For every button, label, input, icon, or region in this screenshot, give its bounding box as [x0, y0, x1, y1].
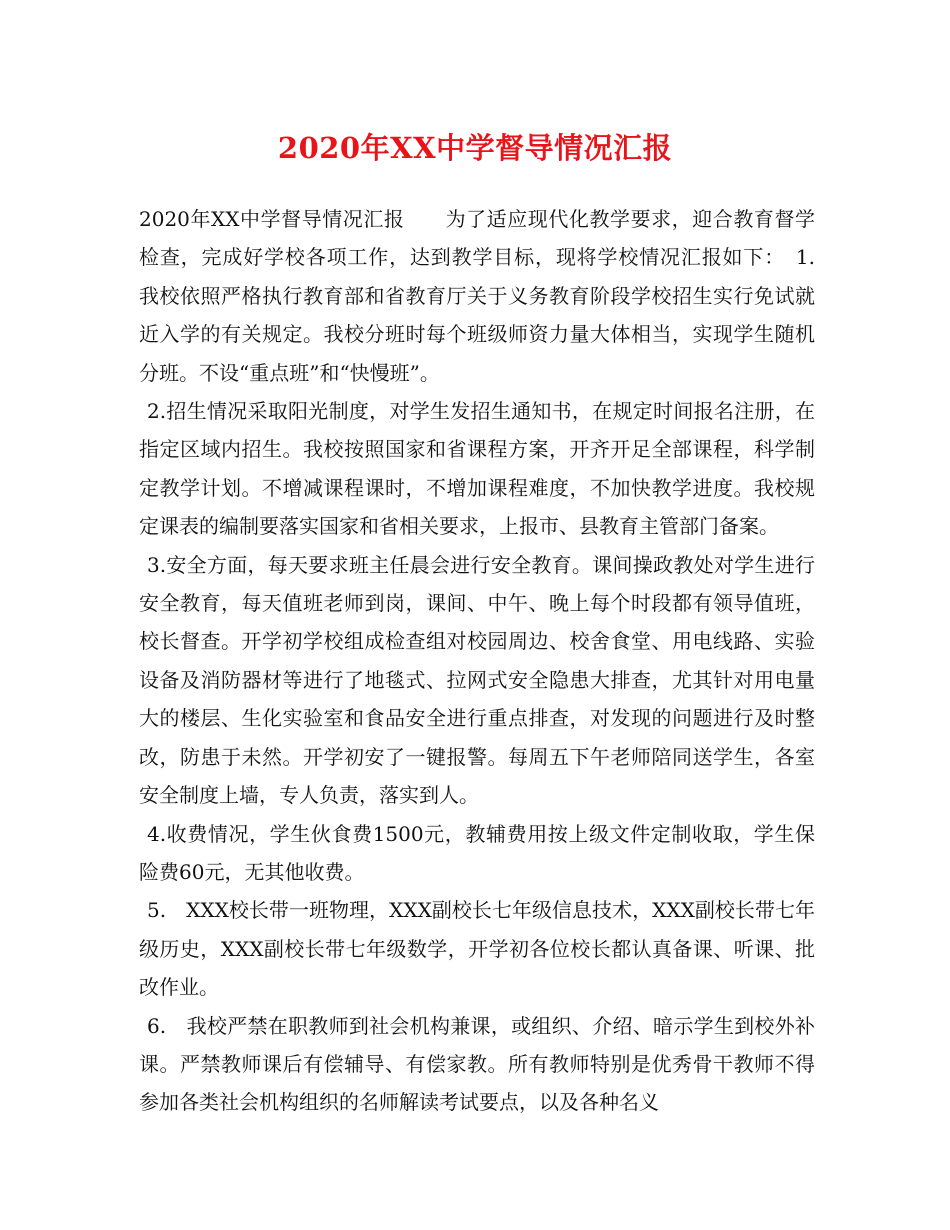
paragraph-3: 3.安全方面，每天要求班主任晨会进行安全教育。课间操政教处对学生进行安全教育，每天值班老师到岗，课间、中午、晚上每个时段都有领导值班，校长督查。开学初学校组成检查组对校园周边、校舍食堂、用电线路、实验设备及消防器材等进行了地毯式、拉网式安全隐患大排查，尤其针对用电量大的楼层、生化实验室和食品安全进行重点排查，对发现的问题进行及时整改，防患于未然。开学初安了一键报警。每周五下午老师陪同送学生，各室安全制度上墙，专人负责，落实到人。 [139, 552, 815, 808]
document-body [139, 200, 835, 1122]
document-title: 2020年XX中学督导情况汇报 [277, 131, 673, 165]
paragraph-6: 6. 我校严禁在职教师到社会机构兼课，或组织、介绍、暗示学生到校外补课。严禁教师课后有偿辅导、有偿家教。所有教师特别是优秀骨干教师不得参加各类社会机构组织的名师解读考试要点，以及各种名义 [139, 1013, 815, 1115]
paragraph-intro: 2020年XX中学督导情况汇报 为了适应现代化教学要求，迎合教育督学检查，完成好学校各项工作，达到教学目标，现将学校情况汇报如下： 1. 我校依照严格执行教育部和省教育厅关于义务教育阶段学校招生实行免试就近入学的有关规定。我校分班时每个班级师资力量大体相当，实现学生随机分班。不设“重点班”和“快慢班”。 [139, 207, 835, 385]
paragraph-2: 2.招生情况采取阳光制度，对学生发招生通知书，在规定时间报名注册，在指定区域内招生。我校按照国家和省课程方案，开齐开足全部课程，科学制定教学计划。不增减课程课时，不增加课程难度，不加快教学进度。我校规定课表的编制要落实国家和省相关要求，上报市、县教育主管部门备案。 [139, 399, 815, 539]
paragraph-5: 5. XXX校长带一班物理，XXX副校长七年级信息技术，XXX副校长带七年级历史，XXX副校长带七年级数学，开学初各位校长都认真备课、听课、批改作业。 [139, 898, 815, 1000]
paragraph-4: 4.收费情况，学生伙食费1500元，教辅费用按上级文件定制收取，学生保险费60元，无其他收费。 [139, 821, 815, 884]
